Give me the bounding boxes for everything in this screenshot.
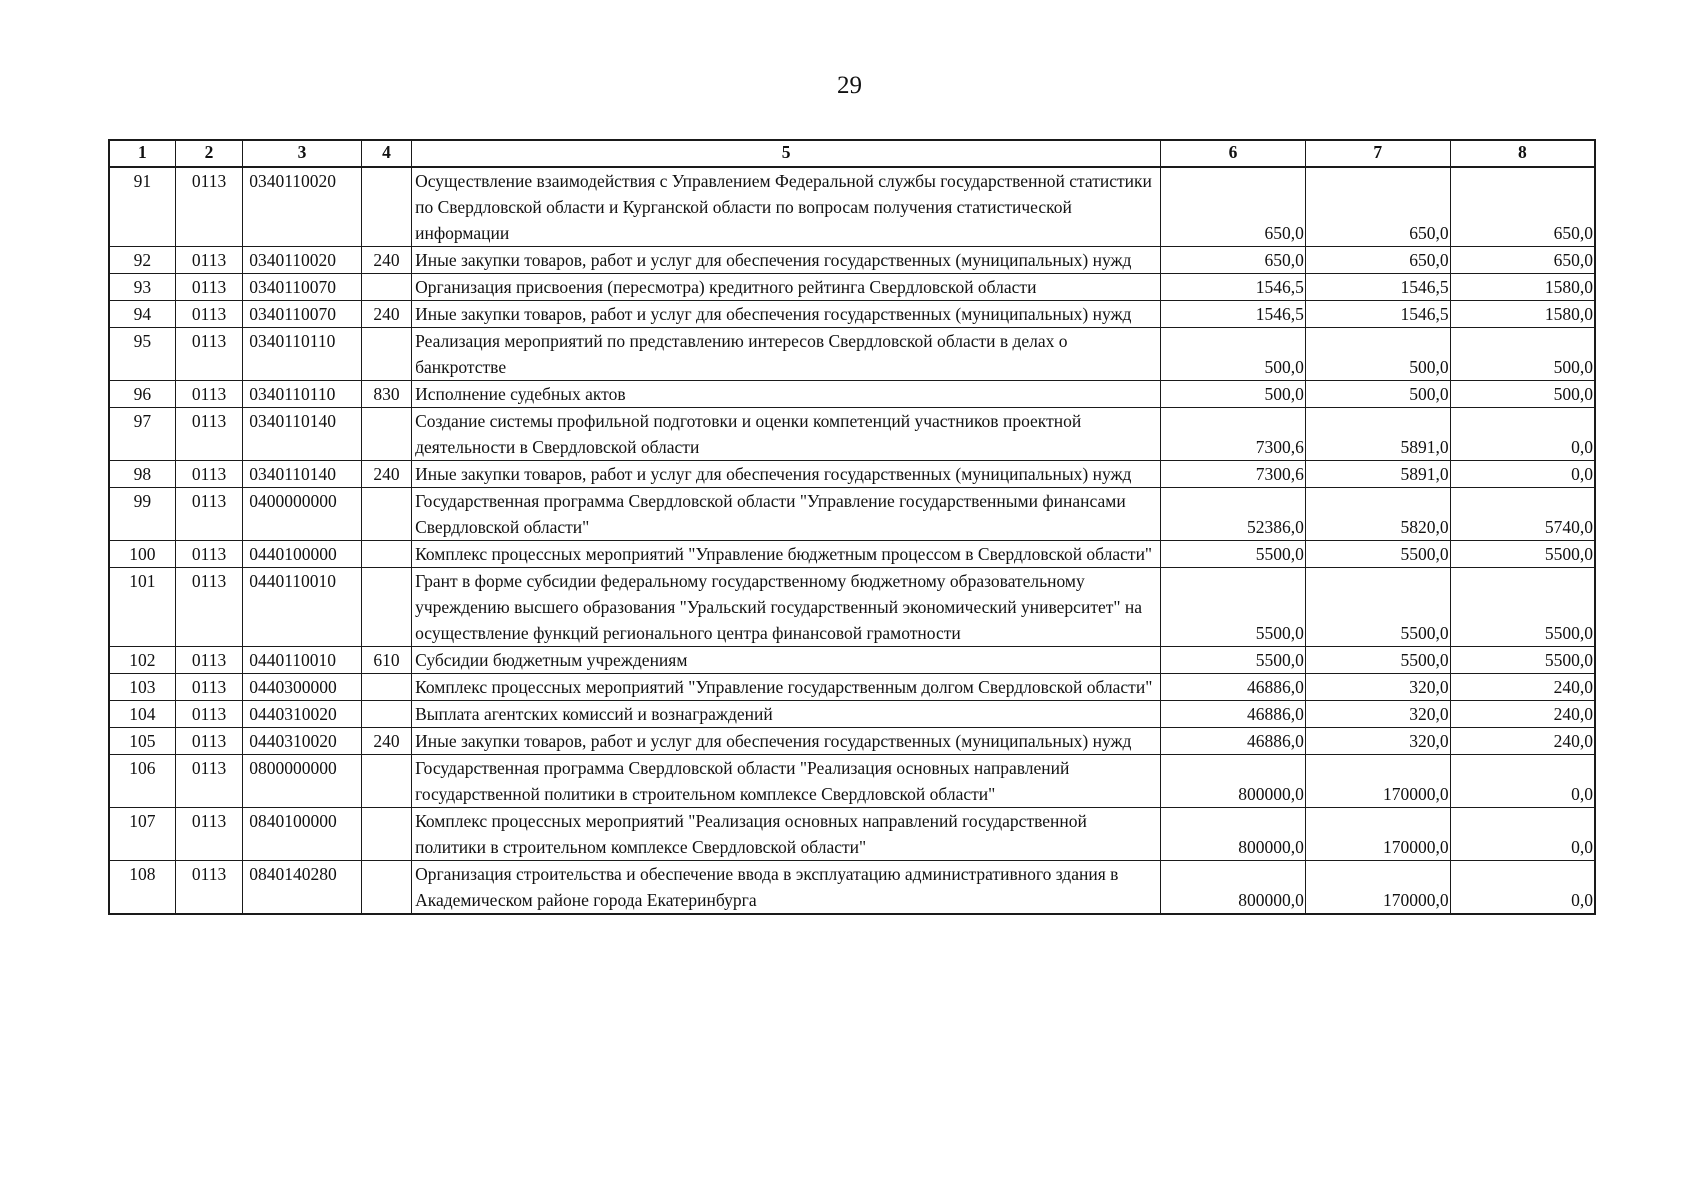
item-name: Иные закупки товаров, работ и услуг для обеспечения государственных (муниципальных) нужд (412, 728, 1161, 755)
item-name: Создание системы профильной подготовки и оценки компетенций участников проектной деятельности в Свердловской области (412, 408, 1161, 461)
table-row (109, 674, 1595, 701)
expense-type-code (361, 488, 411, 541)
amount-col8: 0,0 (1450, 808, 1595, 861)
target-article-code: 0800000000 (243, 755, 362, 808)
expense-type-code (361, 755, 411, 808)
amount-col7: 320,0 (1305, 701, 1450, 728)
expense-type-code (361, 328, 411, 381)
item-name: Комплекс процессных мероприятий "Управление государственным долгом Свердловской области" (412, 674, 1161, 701)
amount-col6: 46886,0 (1161, 728, 1306, 755)
target-article-code: 0340110110 (243, 328, 362, 381)
section-code: 0113 (175, 301, 242, 328)
amount-col6: 500,0 (1161, 381, 1306, 408)
section-code: 0113 (175, 701, 242, 728)
amount-col6: 1546,5 (1161, 274, 1306, 301)
amount-col8: 0,0 (1450, 861, 1595, 915)
table-row (109, 461, 1595, 488)
target-article-code: 0440300000 (243, 674, 362, 701)
row-number: 99 (109, 488, 175, 541)
amount-col8: 240,0 (1450, 674, 1595, 701)
row-number: 96 (109, 381, 175, 408)
table-row (109, 274, 1595, 301)
amount-col7: 170000,0 (1305, 808, 1450, 861)
target-article-code: 0440310020 (243, 728, 362, 755)
section-code: 0113 (175, 247, 242, 274)
amount-col6: 650,0 (1161, 167, 1306, 247)
expense-type-code (361, 674, 411, 701)
amount-col6: 650,0 (1161, 247, 1306, 274)
column-header: 6 (1161, 140, 1306, 167)
row-number: 107 (109, 808, 175, 861)
expense-type-code: 240 (361, 461, 411, 488)
table-row (109, 541, 1595, 568)
row-number: 98 (109, 461, 175, 488)
target-article-code: 0340110070 (243, 274, 362, 301)
section-code: 0113 (175, 328, 242, 381)
table-row (109, 861, 1595, 915)
amount-col6: 800000,0 (1161, 755, 1306, 808)
amount-col8: 650,0 (1450, 247, 1595, 274)
item-name: Иные закупки товаров, работ и услуг для обеспечения государственных (муниципальных) нужд (412, 247, 1161, 274)
amount-col7: 5820,0 (1305, 488, 1450, 541)
amount-col6: 1546,5 (1161, 301, 1306, 328)
table-row (109, 247, 1595, 274)
row-number: 104 (109, 701, 175, 728)
amount-col8: 5500,0 (1450, 568, 1595, 647)
item-name: Организация строительства и обеспечение ввода в эксплуатацию административного здания в Академическом районе города Екатеринбурга (412, 861, 1161, 915)
column-header: 3 (243, 140, 362, 167)
row-number: 100 (109, 541, 175, 568)
table-row (109, 328, 1595, 381)
section-code: 0113 (175, 541, 242, 568)
column-header: 1 (109, 140, 175, 167)
item-name: Исполнение судебных актов (412, 381, 1161, 408)
amount-col7: 500,0 (1305, 381, 1450, 408)
row-number: 94 (109, 301, 175, 328)
amount-col6: 46886,0 (1161, 701, 1306, 728)
target-article-code: 0440110010 (243, 647, 362, 674)
header-row (109, 140, 1595, 167)
budget-table (108, 139, 1596, 915)
target-article-code: 0840140280 (243, 861, 362, 915)
amount-col6: 500,0 (1161, 328, 1306, 381)
section-code: 0113 (175, 381, 242, 408)
expense-type-code (361, 541, 411, 568)
section-code: 0113 (175, 568, 242, 647)
amount-col8: 1580,0 (1450, 274, 1595, 301)
expense-type-code (361, 701, 411, 728)
target-article-code: 0340110020 (243, 167, 362, 247)
target-article-code: 0340110140 (243, 408, 362, 461)
section-code: 0113 (175, 674, 242, 701)
section-code: 0113 (175, 461, 242, 488)
item-name: Комплекс процессных мероприятий "Управление бюджетным процессом в Свердловской области" (412, 541, 1161, 568)
expense-type-code: 610 (361, 647, 411, 674)
amount-col7: 1546,5 (1305, 274, 1450, 301)
column-header: 4 (361, 140, 411, 167)
column-header: 7 (1305, 140, 1450, 167)
target-article-code: 0400000000 (243, 488, 362, 541)
target-article-code: 0340110140 (243, 461, 362, 488)
expense-type-code (361, 408, 411, 461)
expense-type-code (361, 167, 411, 247)
target-article-code: 0340110020 (243, 247, 362, 274)
amount-col6: 5500,0 (1161, 647, 1306, 674)
item-name: Реализация мероприятий по представлению интересов Свердловской области в делах о банкротстве (412, 328, 1161, 381)
expense-type-code (361, 568, 411, 647)
amount-col8: 240,0 (1450, 701, 1595, 728)
table-row (109, 808, 1595, 861)
item-name: Иные закупки товаров, работ и услуг для обеспечения государственных (муниципальных) нужд (412, 301, 1161, 328)
row-number: 97 (109, 408, 175, 461)
amount-col8: 500,0 (1450, 381, 1595, 408)
amount-col7: 650,0 (1305, 167, 1450, 247)
target-article-code: 0440100000 (243, 541, 362, 568)
item-name: Государственная программа Свердловской области "Реализация основных направлений государственной политики в строительном комплексе Свердловской области" (412, 755, 1161, 808)
amount-col7: 320,0 (1305, 728, 1450, 755)
amount-col6: 800000,0 (1161, 808, 1306, 861)
expense-type-code (361, 808, 411, 861)
amount-col6: 7300,6 (1161, 408, 1306, 461)
amount-col8: 1580,0 (1450, 301, 1595, 328)
amount-col7: 650,0 (1305, 247, 1450, 274)
table-row (109, 647, 1595, 674)
target-article-code: 0840100000 (243, 808, 362, 861)
amount-col6: 46886,0 (1161, 674, 1306, 701)
target-article-code: 0440110010 (243, 568, 362, 647)
item-name: Субсидии бюджетным учреждениям (412, 647, 1161, 674)
column-header: 8 (1450, 140, 1595, 167)
table-row (109, 408, 1595, 461)
amount-col8: 0,0 (1450, 461, 1595, 488)
amount-col7: 5500,0 (1305, 568, 1450, 647)
amount-col8: 650,0 (1450, 167, 1595, 247)
item-name: Выплата агентских комиссий и вознаграждений (412, 701, 1161, 728)
amount-col7: 1546,5 (1305, 301, 1450, 328)
item-name: Государственная программа Свердловской области "Управление государственными финансами Свердловской области" (412, 488, 1161, 541)
amount-col8: 500,0 (1450, 328, 1595, 381)
table-row (109, 167, 1595, 247)
page-number: 29 (837, 72, 862, 99)
section-code: 0113 (175, 167, 242, 247)
table-row (109, 755, 1595, 808)
item-name: Осуществление взаимодействия с Управлением Федеральной службы государственной статистики по Свердловской области и Курганской области по вопросам получения статистической информации (412, 167, 1161, 247)
row-number: 92 (109, 247, 175, 274)
amount-col8: 240,0 (1450, 728, 1595, 755)
amount-col7: 500,0 (1305, 328, 1450, 381)
table-row (109, 381, 1595, 408)
expense-type-code: 830 (361, 381, 411, 408)
item-name: Организация присвоения (пересмотра) кредитного рейтинга Свердловской области (412, 274, 1161, 301)
amount-col8: 5740,0 (1450, 488, 1595, 541)
section-code: 0113 (175, 808, 242, 861)
amount-col6: 5500,0 (1161, 568, 1306, 647)
amount-col7: 5500,0 (1305, 647, 1450, 674)
amount-col6: 52386,0 (1161, 488, 1306, 541)
section-code: 0113 (175, 755, 242, 808)
amount-col7: 170000,0 (1305, 861, 1450, 915)
amount-col7: 5500,0 (1305, 541, 1450, 568)
column-header: 5 (412, 140, 1161, 167)
target-article-code: 0340110110 (243, 381, 362, 408)
table-row (109, 301, 1595, 328)
section-code: 0113 (175, 408, 242, 461)
section-code: 0113 (175, 647, 242, 674)
row-number: 101 (109, 568, 175, 647)
row-number: 105 (109, 728, 175, 755)
row-number: 102 (109, 647, 175, 674)
row-number: 91 (109, 167, 175, 247)
row-number: 103 (109, 674, 175, 701)
row-number: 93 (109, 274, 175, 301)
amount-col8: 0,0 (1450, 408, 1595, 461)
table-row (109, 728, 1595, 755)
expense-type-code: 240 (361, 247, 411, 274)
amount-col7: 5891,0 (1305, 461, 1450, 488)
amount-col7: 320,0 (1305, 674, 1450, 701)
amount-col8: 5500,0 (1450, 541, 1595, 568)
table-row (109, 568, 1595, 647)
table-row (109, 488, 1595, 541)
amount-col8: 0,0 (1450, 755, 1595, 808)
section-code: 0113 (175, 861, 242, 915)
target-article-code: 0440310020 (243, 701, 362, 728)
expense-type-code: 240 (361, 728, 411, 755)
amount-col6: 7300,6 (1161, 461, 1306, 488)
section-code: 0113 (175, 728, 242, 755)
expense-type-code (361, 861, 411, 915)
expense-type-code: 240 (361, 301, 411, 328)
column-header: 2 (175, 140, 242, 167)
amount-col7: 5891,0 (1305, 408, 1450, 461)
section-code: 0113 (175, 274, 242, 301)
amount-col6: 800000,0 (1161, 861, 1306, 915)
amount-col7: 170000,0 (1305, 755, 1450, 808)
table-row (109, 701, 1595, 728)
section-code: 0113 (175, 488, 242, 541)
row-number: 108 (109, 861, 175, 915)
item-name: Комплекс процессных мероприятий "Реализация основных направлений государственной политики в строительном комплексе Свердловской области" (412, 808, 1161, 861)
expense-type-code (361, 274, 411, 301)
row-number: 106 (109, 755, 175, 808)
amount-col6: 5500,0 (1161, 541, 1306, 568)
amount-col8: 5500,0 (1450, 647, 1595, 674)
item-name: Иные закупки товаров, работ и услуг для обеспечения государственных (муниципальных) нужд (412, 461, 1161, 488)
row-number: 95 (109, 328, 175, 381)
target-article-code: 0340110070 (243, 301, 362, 328)
item-name: Грант в форме субсидии федеральному государственному бюджетному образовательному учреждению высшего образования "Уральский государственный экономический университет" на осуществление функций регионального центра финансовой грамотности (412, 568, 1161, 647)
